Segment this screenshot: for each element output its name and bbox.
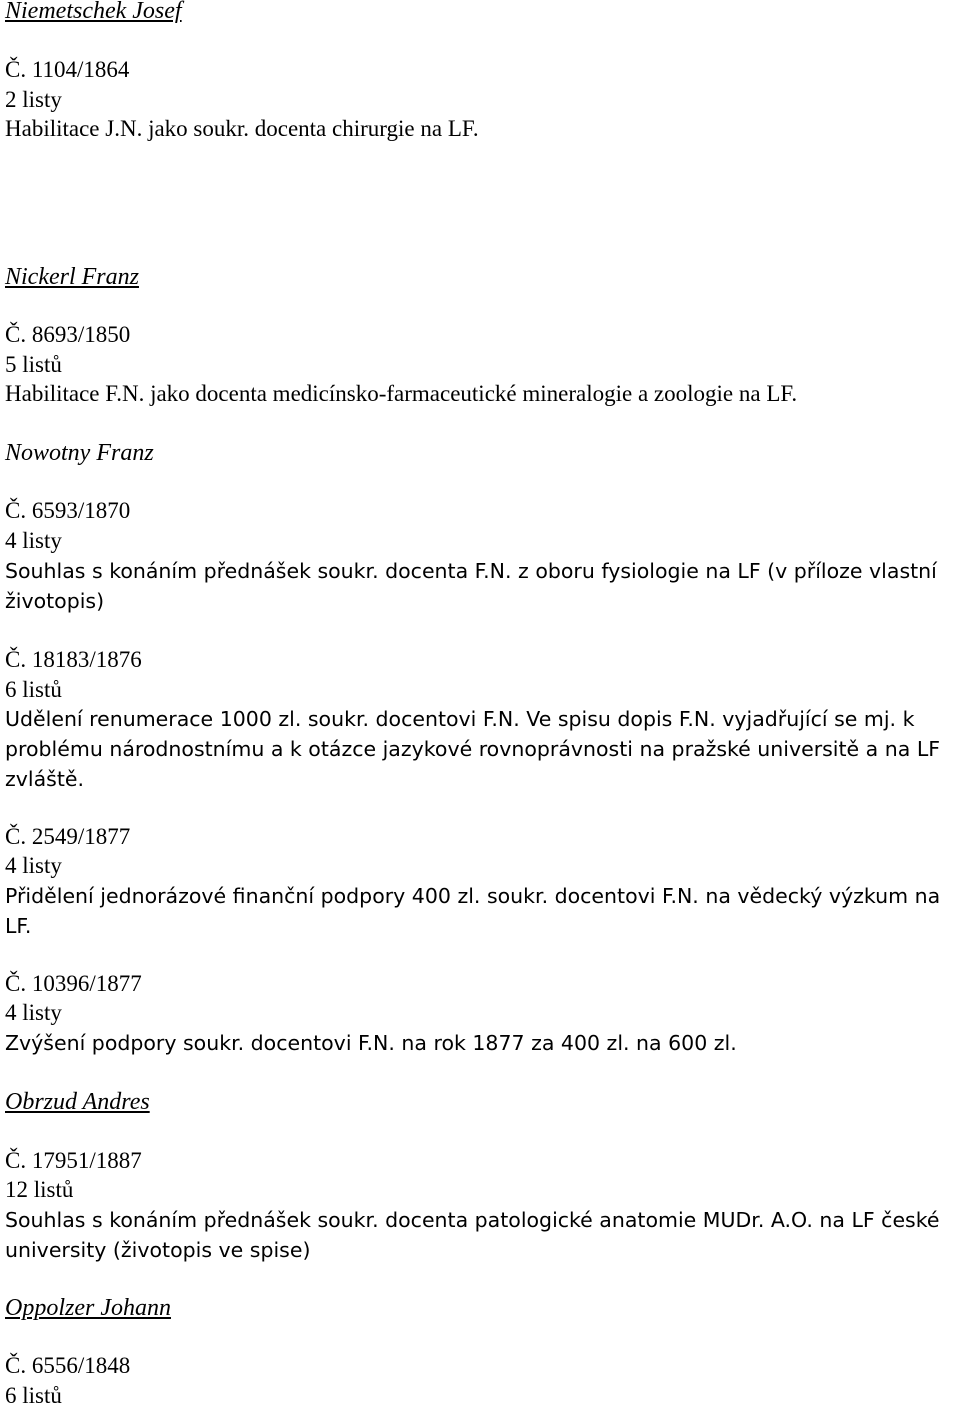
record-number: Č. 17951/1887 [5,1148,142,1173]
record-description: Zvýšení podpory soukr. docentovi F.N. na rok 1877 za 400 zl. na 600 zl. [5,1031,737,1055]
record-description: Souhlas s konáním přednášek soukr. docenta patologické anatomie MUDr. A.O. na LF české [5,1208,940,1232]
record-description: Udělení renumerace 1000 zl. soukr. docentovi F.N. Ve spisu dopis F.N. vyjadřující se mj. k [5,707,915,731]
record-number: Č. 6593/1870 [5,498,131,523]
record-number: Č. 18183/1876 [5,647,142,672]
record-description-continued: zvláště. [5,767,84,791]
record-number: Č. 6556/1848 [5,1353,131,1378]
person-name-heading: Oppolzer Johann [5,1295,171,1321]
record-description: Souhlas s konáním přednášek soukr. docenta F.N. z oboru fysiologie na LF (v příloze vlastní [5,559,937,583]
record-description: Habilitace J.N. jako soukr. docenta chirurgie na LF. [5,116,479,141]
record-description-continued: LF. [5,914,32,938]
person-name-heading: Nickerl Franz [5,264,139,290]
record-sheets: 4 listy [5,1000,62,1025]
record-description-continued: university (životopis ve spise) [5,1238,311,1262]
record-sheets: 5 listů [5,352,62,377]
record-sheets: 4 listy [5,853,62,878]
record-description: Habilitace F.N. jako docenta medicínsko-farmaceutické mineralogie a zoologie na LF. [5,381,798,406]
record-description: Přidělení jednorázové finanční podpory 400 zl. soukr. docentovi F.N. na vědecký výzkum na [5,884,941,908]
record-sheets: 12 listů [5,1177,74,1202]
record-description-continued: problému národnostnímu a k otázce jazykové rovnoprávnosti na pražské universitě a na LF [5,737,941,761]
record-number: Č. 1104/1864 [5,57,130,82]
record-sheets: 4 listy [5,528,62,553]
person-name-heading: Obrzud Andres [5,1089,150,1115]
record-description-continued: životopis) [5,589,105,613]
record-sheets: 6 listů [5,677,62,702]
record-number: Č. 2549/1877 [5,824,131,849]
record-number: Č. 8693/1850 [5,322,131,347]
person-name-heading: Nowotny Franz [5,440,154,466]
record-sheets: 2 listy [5,87,62,112]
person-name-heading: Niemetschek Josef [5,0,182,24]
record-number: Č. 10396/1877 [5,971,142,996]
record-sheets: 6 listů [5,1383,62,1408]
